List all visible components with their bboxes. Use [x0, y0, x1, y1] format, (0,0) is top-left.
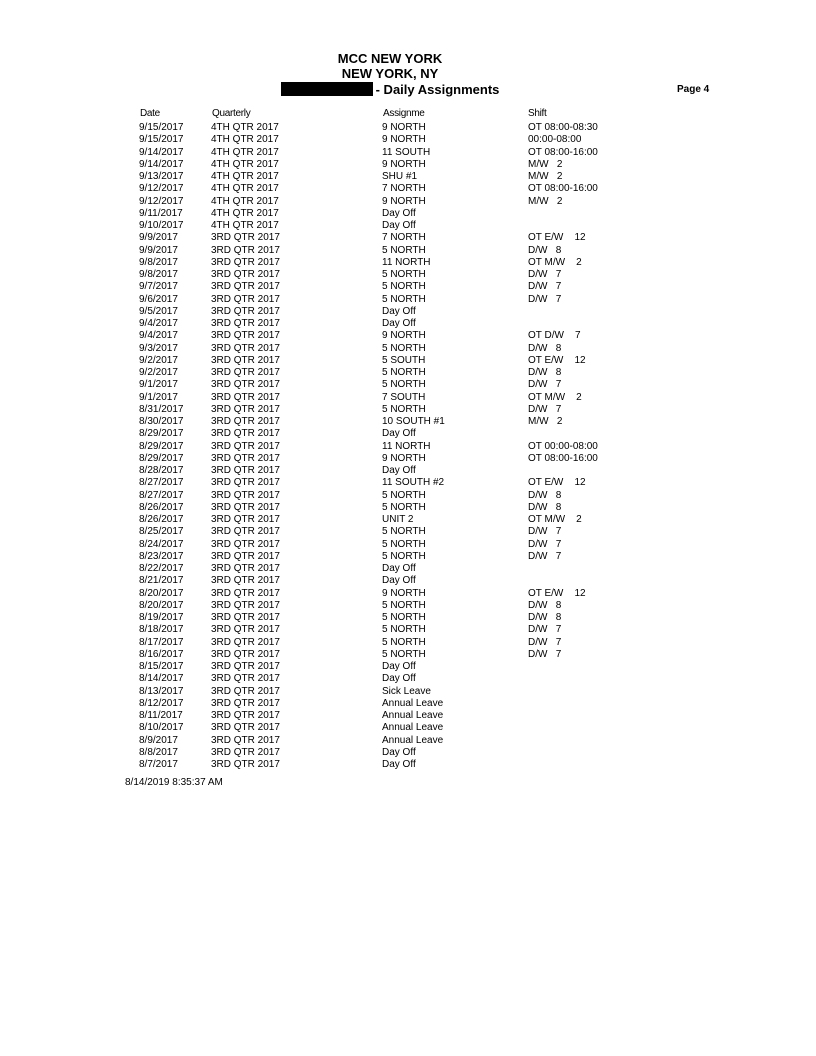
cell-assignment: UNIT 2: [382, 514, 414, 525]
cell-date: 8/7/2017: [139, 759, 178, 770]
cell-quarter: 4TH QTR 2017: [211, 122, 279, 133]
cell-shift: D/W 7: [528, 550, 562, 562]
cell-assignment: 5 NORTH: [382, 501, 426, 513]
cell-assignment: Annual Leave: [382, 734, 444, 746]
assignments-table: [0, 122, 816, 771]
table-row: [0, 551, 816, 563]
cell-date: 9/9/2017: [139, 244, 178, 256]
cell-assignment: 5 NORTH: [382, 244, 426, 256]
cell-assignment: Day Off: [382, 661, 416, 672]
cell-quarter: 3RD QTR 2017: [211, 465, 280, 476]
cell-assignment: 5 NORTH: [382, 648, 426, 660]
cell-quarter: 3RD QTR 2017: [211, 636, 280, 648]
table-row: [0, 575, 816, 587]
page-number: Page 4: [677, 84, 710, 95]
cell-shift: 00:00-08:00: [528, 134, 582, 146]
cell-quarter: 3RD QTR 2017: [211, 318, 280, 329]
cell-quarter: 3RD QTR 2017: [211, 710, 280, 721]
cell-quarter: 3RD QTR 2017: [211, 281, 280, 293]
cell-date: 8/14/2017: [139, 673, 184, 685]
cell-quarter: 3RD QTR 2017: [211, 293, 280, 305]
table-row: [0, 477, 816, 489]
cell-assignment: 7 NORTH: [382, 183, 426, 195]
table-row: [0, 367, 816, 379]
cell-quarter: 3RD QTR 2017: [211, 232, 280, 244]
facility-location: NEW YORK, NY: [341, 66, 439, 81]
table-row: [0, 147, 816, 159]
cell-date: 8/24/2017: [139, 538, 184, 550]
cell-shift: D/W 8: [528, 612, 562, 623]
cell-assignment: 5 NORTH: [382, 526, 426, 538]
cell-assignment: Day Off: [382, 318, 416, 329]
cell-assignment: 5 NORTH: [382, 550, 426, 562]
cell-date: 9/5/2017: [139, 305, 178, 317]
report-title-text: - Daily Assignments: [375, 82, 500, 97]
table-row: [0, 698, 816, 710]
cell-date: 9/12/2017: [139, 195, 184, 207]
cell-date: 8/8/2017: [139, 746, 178, 758]
cell-shift: D/W 7: [528, 624, 562, 636]
cell-shift: OT M/W 2: [528, 256, 582, 268]
table-row: [0, 539, 816, 551]
table-row: [0, 526, 816, 538]
table-row: [0, 612, 816, 624]
cell-quarter: 4TH QTR 2017: [211, 183, 279, 195]
cell-assignment: Day Off: [382, 207, 416, 219]
cell-shift: OT 08:00-16:00: [528, 146, 598, 158]
cell-date: 9/12/2017: [139, 183, 184, 195]
cell-shift: OT E/W 12: [528, 587, 586, 599]
table-row: [0, 159, 816, 171]
cell-shift: D/W 7: [528, 403, 562, 415]
cell-quarter: 3RD QTR 2017: [211, 661, 280, 672]
table-row: [0, 502, 816, 514]
table-row: [0, 428, 816, 440]
cell-date: 8/25/2017: [139, 526, 184, 538]
cell-assignment: 9 NORTH: [382, 122, 426, 133]
column-header-quarterly: Quarterly: [212, 108, 251, 119]
cell-shift: OT E/W 12: [528, 354, 586, 366]
cell-date: 9/1/2017: [139, 379, 178, 391]
cell-quarter: 3RD QTR 2017: [211, 256, 280, 268]
cell-assignment: 11 SOUTH #2: [382, 477, 445, 489]
cell-assignment: 11 NORTH: [382, 256, 431, 268]
table-row: [0, 355, 816, 367]
cell-shift: D/W 8: [528, 501, 562, 513]
cell-date: 8/12/2017: [139, 697, 184, 709]
facility-name: MCC NEW YORK: [337, 51, 443, 66]
cell-quarter: 3RD QTR 2017: [211, 526, 280, 538]
cell-date: 8/18/2017: [139, 624, 184, 636]
table-row: [0, 245, 816, 257]
cell-quarter: 4TH QTR 2017: [211, 134, 279, 146]
cell-shift: D/W 7: [528, 636, 562, 648]
cell-quarter: 3RD QTR 2017: [211, 501, 280, 513]
cell-shift: M/W 2: [528, 195, 563, 207]
cell-assignment: 9 NORTH: [382, 587, 426, 599]
table-row: [0, 453, 816, 465]
table-row: [0, 649, 816, 661]
cell-date: 9/14/2017: [139, 146, 184, 158]
cell-date: 9/3/2017: [139, 342, 178, 354]
table-row: [0, 183, 816, 195]
cell-quarter: 4TH QTR 2017: [211, 220, 279, 231]
table-row: [0, 330, 816, 342]
cell-date: 8/23/2017: [139, 550, 184, 562]
table-row: [0, 563, 816, 575]
table-row: [0, 208, 816, 220]
cell-shift: OT M/W 2: [528, 391, 582, 403]
cell-quarter: 3RD QTR 2017: [211, 489, 280, 501]
cell-date: 9/6/2017: [139, 293, 178, 305]
table-row: [0, 710, 816, 722]
cell-quarter: 3RD QTR 2017: [211, 722, 280, 734]
cell-quarter: 3RD QTR 2017: [211, 746, 280, 758]
cell-shift: OT 08:00-08:30: [528, 122, 598, 133]
cell-assignment: 5 NORTH: [382, 403, 426, 415]
cell-date: 9/15/2017: [139, 134, 184, 146]
cell-shift: OT D/W 7: [528, 330, 581, 342]
cell-date: 9/9/2017: [139, 232, 178, 244]
cell-assignment: 11 SOUTH: [382, 146, 431, 158]
report-title: [0, 82, 780, 97]
cell-quarter: 4TH QTR 2017: [211, 195, 279, 207]
cell-date: 9/15/2017: [139, 122, 184, 133]
cell-date: 8/21/2017: [139, 575, 184, 587]
cell-assignment: 7 NORTH: [382, 232, 426, 244]
cell-shift: D/W 8: [528, 489, 562, 501]
cell-shift: D/W 7: [528, 538, 562, 550]
table-row: [0, 661, 816, 673]
table-row: [0, 465, 816, 477]
cell-quarter: 3RD QTR 2017: [211, 269, 280, 280]
cell-assignment: Day Off: [382, 428, 416, 440]
cell-date: 8/29/2017: [139, 452, 184, 464]
cell-date: 8/31/2017: [139, 403, 184, 415]
cell-date: 8/17/2017: [139, 636, 184, 648]
table-row: [0, 759, 816, 771]
cell-date: 9/7/2017: [139, 281, 178, 293]
table-row: [0, 269, 816, 281]
cell-date: 8/29/2017: [139, 440, 184, 452]
cell-assignment: 5 NORTH: [382, 379, 426, 391]
column-header-date: Date: [140, 108, 160, 119]
table-row: [0, 294, 816, 306]
table-row: [0, 281, 816, 293]
cell-date: 8/19/2017: [139, 612, 184, 623]
table-row: [0, 637, 816, 649]
table-row: [0, 257, 816, 269]
cell-date: 8/9/2017: [139, 734, 178, 746]
cell-assignment: Day Off: [382, 673, 416, 685]
cell-assignment: 9 NORTH: [382, 452, 426, 464]
cell-quarter: 3RD QTR 2017: [211, 354, 280, 366]
cell-assignment: 7 SOUTH: [382, 391, 426, 403]
cell-date: 9/4/2017: [139, 330, 178, 342]
cell-assignment: 5 NORTH: [382, 342, 426, 354]
cell-date: 9/13/2017: [139, 171, 184, 182]
column-header-assignment: Assignme: [383, 108, 425, 119]
cell-date: 9/8/2017: [139, 256, 178, 268]
cell-date: 8/29/2017: [139, 428, 184, 440]
cell-assignment: SHU #1: [382, 171, 418, 182]
cell-quarter: 3RD QTR 2017: [211, 673, 280, 685]
cell-date: 9/1/2017: [139, 391, 178, 403]
cell-shift: D/W 7: [528, 648, 562, 660]
table-row: [0, 600, 816, 612]
table-row: [0, 306, 816, 318]
cell-quarter: 3RD QTR 2017: [211, 477, 280, 489]
cell-shift: M/W 2: [528, 158, 563, 170]
cell-assignment: 5 NORTH: [382, 538, 426, 550]
table-row: [0, 171, 816, 183]
cell-quarter: 3RD QTR 2017: [211, 416, 280, 427]
cell-date: 9/2/2017: [139, 367, 178, 378]
cell-assignment: Day Off: [382, 220, 416, 231]
cell-quarter: 3RD QTR 2017: [211, 440, 280, 452]
cell-quarter: 3RD QTR 2017: [211, 587, 280, 599]
table-row: [0, 134, 816, 146]
table-row: [0, 673, 816, 685]
table-row: [0, 490, 816, 502]
table-row: [0, 441, 816, 453]
cell-date: 9/11/2017: [139, 207, 183, 219]
cell-date: 8/28/2017: [139, 465, 184, 476]
cell-date: 8/11/2017: [139, 710, 183, 721]
cell-shift: D/W 8: [528, 244, 562, 256]
cell-assignment: Day Off: [382, 305, 416, 317]
cell-quarter: 4TH QTR 2017: [211, 171, 279, 182]
cell-quarter: 3RD QTR 2017: [211, 538, 280, 550]
table-row: [0, 404, 816, 416]
cell-assignment: 5 NORTH: [382, 367, 426, 378]
table-row: [0, 722, 816, 734]
cell-assignment: 5 NORTH: [382, 269, 426, 280]
cell-date: 8/20/2017: [139, 599, 184, 611]
cell-assignment: 5 NORTH: [382, 281, 426, 293]
cell-quarter: 3RD QTR 2017: [211, 759, 280, 770]
table-row: [0, 379, 816, 391]
cell-date: 8/26/2017: [139, 514, 184, 525]
cell-assignment: Day Off: [382, 465, 416, 476]
cell-assignment: 9 NORTH: [382, 134, 426, 146]
cell-date: 8/13/2017: [139, 685, 184, 697]
table-row: [0, 588, 816, 600]
cell-quarter: 3RD QTR 2017: [211, 734, 280, 746]
cell-shift: OT 08:00-16:00: [528, 183, 598, 195]
cell-shift: D/W 8: [528, 599, 562, 611]
redaction-block: [281, 82, 373, 96]
cell-shift: D/W 8: [528, 342, 562, 354]
cell-assignment: 9 NORTH: [382, 158, 426, 170]
cell-date: 9/14/2017: [139, 158, 184, 170]
cell-assignment: 5 NORTH: [382, 624, 426, 636]
table-row: [0, 122, 816, 134]
cell-assignment: Day Off: [382, 575, 416, 587]
cell-quarter: 3RD QTR 2017: [211, 563, 280, 574]
cell-assignment: 9 NORTH: [382, 195, 426, 207]
table-row: [0, 624, 816, 636]
column-header-shift: Shift: [528, 108, 547, 119]
cell-shift: D/W 7: [528, 293, 562, 305]
cell-quarter: 3RD QTR 2017: [211, 575, 280, 587]
cell-assignment: Annual Leave: [382, 697, 444, 709]
cell-assignment: Day Off: [382, 759, 416, 770]
cell-date: 8/26/2017: [139, 501, 184, 513]
cell-assignment: 5 NORTH: [382, 293, 426, 305]
cell-assignment: 5 NORTH: [382, 612, 426, 623]
cell-quarter: 3RD QTR 2017: [211, 685, 280, 697]
table-row: [0, 735, 816, 747]
cell-date: 8/16/2017: [139, 648, 184, 660]
cell-quarter: 3RD QTR 2017: [211, 452, 280, 464]
cell-shift: OT E/W 12: [528, 232, 586, 244]
cell-date: 8/15/2017: [139, 661, 184, 672]
cell-date: 9/10/2017: [139, 220, 184, 231]
print-timestamp: 8/14/2019 8:35:37 AM: [125, 777, 223, 788]
cell-shift: OT 00:00-08:00: [528, 440, 598, 452]
cell-shift: M/W 2: [528, 416, 563, 427]
cell-date: 8/10/2017: [139, 722, 184, 734]
cell-assignment: 9 NORTH: [382, 330, 426, 342]
table-row: [0, 392, 816, 404]
cell-quarter: 4TH QTR 2017: [211, 146, 279, 158]
cell-shift: OT M/W 2: [528, 514, 582, 525]
cell-shift: OT 08:00-16:00: [528, 452, 598, 464]
cell-date: 8/20/2017: [139, 587, 184, 599]
cell-quarter: 4TH QTR 2017: [211, 207, 279, 219]
cell-date: 8/22/2017: [139, 563, 184, 574]
table-row: [0, 686, 816, 698]
table-row: [0, 416, 816, 428]
cell-assignment: Day Off: [382, 746, 416, 758]
cell-quarter: 3RD QTR 2017: [211, 697, 280, 709]
cell-assignment: 10 SOUTH #1: [382, 416, 445, 427]
cell-date: 9/4/2017: [139, 318, 178, 329]
cell-assignment: 5 SOUTH: [382, 354, 426, 366]
cell-quarter: 3RD QTR 2017: [211, 514, 280, 525]
cell-quarter: 3RD QTR 2017: [211, 550, 280, 562]
cell-quarter: 3RD QTR 2017: [211, 403, 280, 415]
cell-quarter: 3RD QTR 2017: [211, 305, 280, 317]
cell-shift: D/W 7: [528, 281, 562, 293]
cell-quarter: 3RD QTR 2017: [211, 244, 280, 256]
cell-date: 8/27/2017: [139, 489, 184, 501]
cell-shift: OT E/W 12: [528, 477, 586, 489]
table-row: [0, 232, 816, 244]
cell-assignment: 5 NORTH: [382, 636, 426, 648]
cell-quarter: 3RD QTR 2017: [211, 379, 280, 391]
cell-assignment: Annual Leave: [382, 710, 444, 721]
cell-quarter: 3RD QTR 2017: [211, 648, 280, 660]
cell-date: 8/27/2017: [139, 477, 184, 489]
cell-shift: M/W 2: [528, 171, 563, 182]
cell-assignment: Day Off: [382, 563, 416, 574]
table-row: [0, 514, 816, 526]
cell-assignment: 5 NORTH: [382, 599, 426, 611]
table-row: [0, 196, 816, 208]
cell-date: 9/2/2017: [139, 354, 178, 366]
cell-shift: D/W 7: [528, 379, 562, 391]
cell-shift: D/W 8: [528, 367, 562, 378]
table-row: [0, 318, 816, 330]
cell-quarter: 4TH QTR 2017: [211, 158, 279, 170]
cell-date: 8/30/2017: [139, 416, 184, 427]
cell-quarter: 3RD QTR 2017: [211, 428, 280, 440]
cell-quarter: 3RD QTR 2017: [211, 342, 280, 354]
cell-quarter: 3RD QTR 2017: [211, 624, 280, 636]
table-row: [0, 747, 816, 759]
cell-shift: D/W 7: [528, 269, 562, 280]
cell-shift: D/W 7: [528, 526, 562, 538]
cell-quarter: 3RD QTR 2017: [211, 330, 280, 342]
cell-quarter: 3RD QTR 2017: [211, 367, 280, 378]
table-row: [0, 220, 816, 232]
cell-quarter: 3RD QTR 2017: [211, 391, 280, 403]
cell-date: 9/8/2017: [139, 269, 178, 280]
cell-quarter: 3RD QTR 2017: [211, 599, 280, 611]
cell-quarter: 3RD QTR 2017: [211, 612, 280, 623]
cell-assignment: 11 NORTH: [382, 440, 431, 452]
cell-assignment: 5 NORTH: [382, 489, 426, 501]
cell-assignment: Sick Leave: [382, 685, 431, 697]
table-row: [0, 343, 816, 355]
cell-assignment: Annual Leave: [382, 722, 444, 734]
